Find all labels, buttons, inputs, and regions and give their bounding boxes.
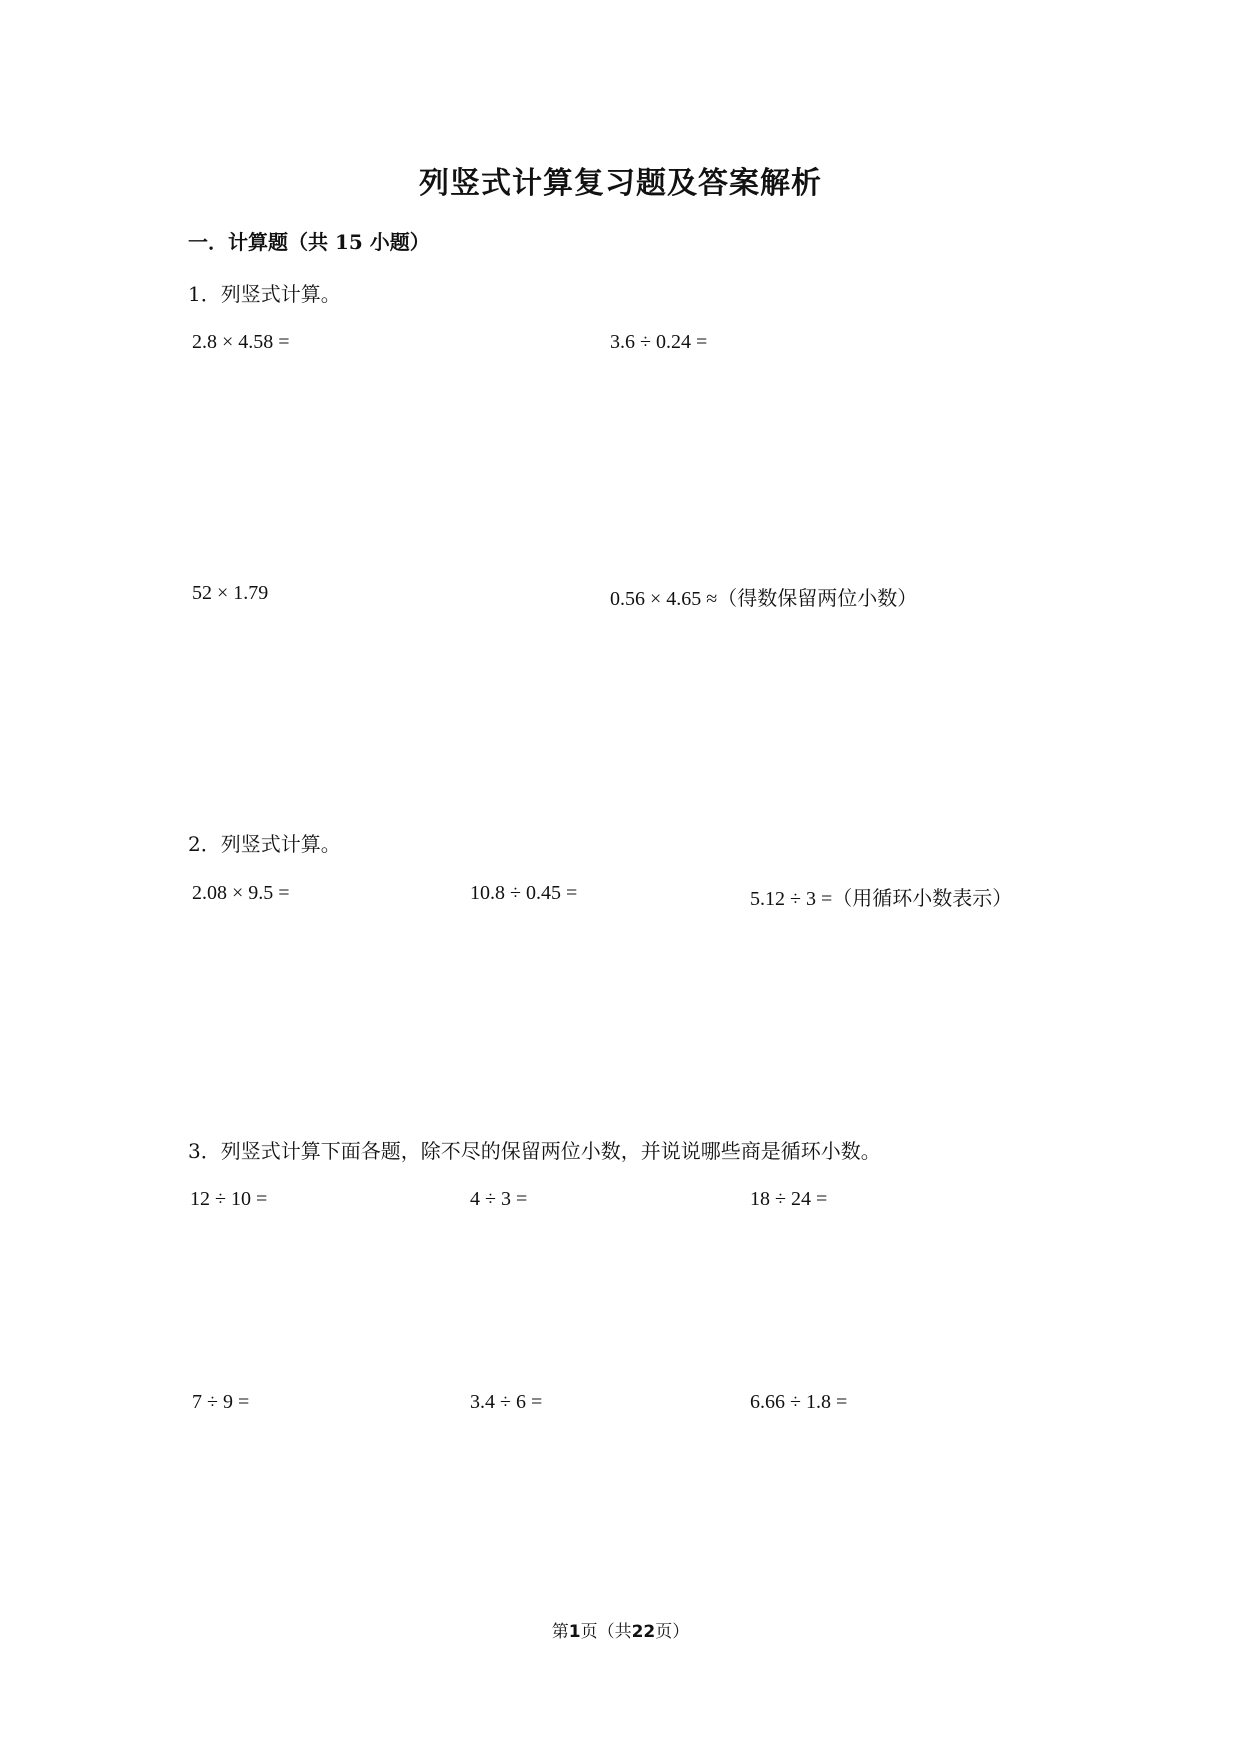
question-1-item-3: 52 × 1.79 [192,582,269,604]
question-1-item-1: 2.8 × 4.58 = [192,331,290,353]
question-3-item-5: 3.4 ÷ 6 = [470,1391,543,1413]
question-1-item-2: 3.6 ÷ 0.24 = [610,331,708,353]
page-title: 列竖式计算复习题及答案解析 [419,166,822,201]
footer-total-pages: 22 [631,1622,656,1642]
footer-page-number: 1 [568,1622,581,1642]
question-3-item-6: 6.66 ÷ 1.8 = [750,1391,848,1413]
question-3-item-3: 18 ÷ 24 = [750,1188,828,1210]
footer-prefix: 第 [551,1622,569,1642]
question-2-title: 2．列竖式计算。 [188,832,341,856]
section-heading: 一．计算题（共 15 小题） [188,230,430,254]
question-3-title: 3．列竖式计算下面各题，除不尽的保留两位小数，并说说哪些商是循环小数。 [188,1139,881,1163]
footer-suffix: 页） [655,1622,690,1642]
question-2-item-1: 2.08 × 9.5 = [192,882,290,904]
question-1-title: 1．列竖式计算。 [188,282,341,306]
question-2-item-3: 5.12 ÷ 3 =（用循环小数表示） [750,888,1013,910]
question-2-item-2: 10.8 ÷ 0.45 = [470,882,578,904]
page-footer [0,1617,1241,1642]
question-3-item-2: 4 ÷ 3 = [470,1188,528,1210]
question-1-item-4: 0.56 × 4.65 ≈（得数保留两位小数） [610,588,918,610]
footer-middle: 页（共 [580,1622,632,1642]
question-3-item-1: 12 ÷ 10 = [190,1188,268,1210]
question-3-item-4: 7 ÷ 9 = [192,1391,250,1413]
